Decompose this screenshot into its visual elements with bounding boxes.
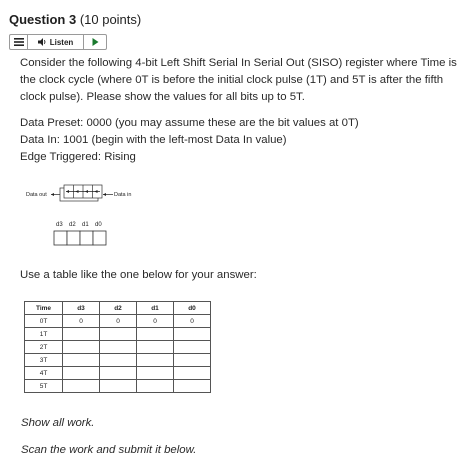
table-cell <box>137 367 174 380</box>
menu-button[interactable] <box>10 35 28 49</box>
table-cell <box>137 341 174 354</box>
table-cell <box>174 341 211 354</box>
table-row <box>25 341 211 354</box>
col-header-d2: d2 <box>100 302 137 315</box>
data-out-label: Data out <box>26 192 47 198</box>
data-out-arrowhead <box>51 193 54 196</box>
col-header-d0: d0 <box>174 302 211 315</box>
menu-icon <box>14 38 24 46</box>
bit-cell-d1 <box>80 231 93 245</box>
shift-register-diagram <box>24 180 144 250</box>
table-cell: 0 <box>137 315 174 328</box>
table-cell: 0T <box>25 315 63 328</box>
table-row <box>25 315 211 328</box>
bit-label-d3: d3 <box>56 222 63 228</box>
data-preset-line: Data Preset: 0000 (you may assume these are the bit values at 0T) <box>20 117 359 129</box>
table-cell: 0 <box>100 315 137 328</box>
table-cell: 1T <box>25 328 63 341</box>
table-cell: 3T <box>25 354 63 367</box>
table-cell: 0 <box>63 315 100 328</box>
bit-label-d2: d2 <box>69 222 76 228</box>
table-cell <box>63 328 100 341</box>
bit-cell-d2 <box>67 231 80 245</box>
table-cell <box>63 354 100 367</box>
table-cell <box>63 341 100 354</box>
table-cell: 0 <box>174 315 211 328</box>
question-points: (10 points) <box>79 12 142 27</box>
table-row <box>25 328 211 341</box>
bit-cell-d0 <box>93 231 106 245</box>
data-in-line: Data In: 1001 (begin with the left-most Data In value) <box>20 134 287 146</box>
table-row <box>25 380 211 393</box>
question-title <box>9 12 141 27</box>
show-work-text: Show all work. <box>21 417 95 429</box>
table-cell <box>63 367 100 380</box>
table-cell <box>174 328 211 341</box>
table-cell <box>100 341 137 354</box>
play-button[interactable] <box>84 35 106 49</box>
answer-table <box>24 301 211 393</box>
table-header-row <box>25 302 211 315</box>
table-cell <box>174 367 211 380</box>
question-description: Consider the following 4-bit Left Shift Serial In Serial Out (SISO) register where Time is the clock cycle (where 0T is before the initial clock pulse (1T) and 5T is after the fifth clock pulse). Please show the values for all bits up to 5T. <box>20 57 457 103</box>
col-header-time: Time <box>25 302 63 315</box>
data-in-label: Data in <box>114 192 132 198</box>
question-label: Question 3 <box>9 12 77 27</box>
question-parameters <box>20 115 460 166</box>
bit-label-d0: d0 <box>95 222 102 228</box>
col-header-d1: d1 <box>137 302 174 315</box>
table-cell: 4T <box>25 367 63 380</box>
table-cell <box>137 354 174 367</box>
speaker-icon <box>38 38 47 46</box>
table-cell <box>174 380 211 393</box>
table-cell <box>100 380 137 393</box>
listen-toolbar <box>9 34 107 50</box>
listen-label: Listen <box>49 37 74 47</box>
table-cell <box>100 354 137 367</box>
table-cell <box>174 354 211 367</box>
table-cell <box>100 328 137 341</box>
table-cell: 5T <box>25 380 63 393</box>
bit-label-d1: d1 <box>82 222 89 228</box>
table-cell <box>100 367 137 380</box>
table-cell <box>137 328 174 341</box>
table-cell: 2T <box>25 341 63 354</box>
table-instruction: Use a table like the one below for your answer: <box>20 269 257 281</box>
table-row <box>25 367 211 380</box>
data-in-arrowhead <box>103 193 106 196</box>
table-cell <box>137 380 174 393</box>
listen-button[interactable] <box>28 35 84 49</box>
play-icon <box>92 38 99 46</box>
edge-triggered-line: Edge Triggered: Rising <box>20 151 136 163</box>
bit-cell-d3 <box>54 231 67 245</box>
scan-work-text: Scan the work and submit it below. <box>21 444 197 456</box>
col-header-d3: d3 <box>63 302 100 315</box>
table-cell <box>63 380 100 393</box>
table-row <box>25 354 211 367</box>
